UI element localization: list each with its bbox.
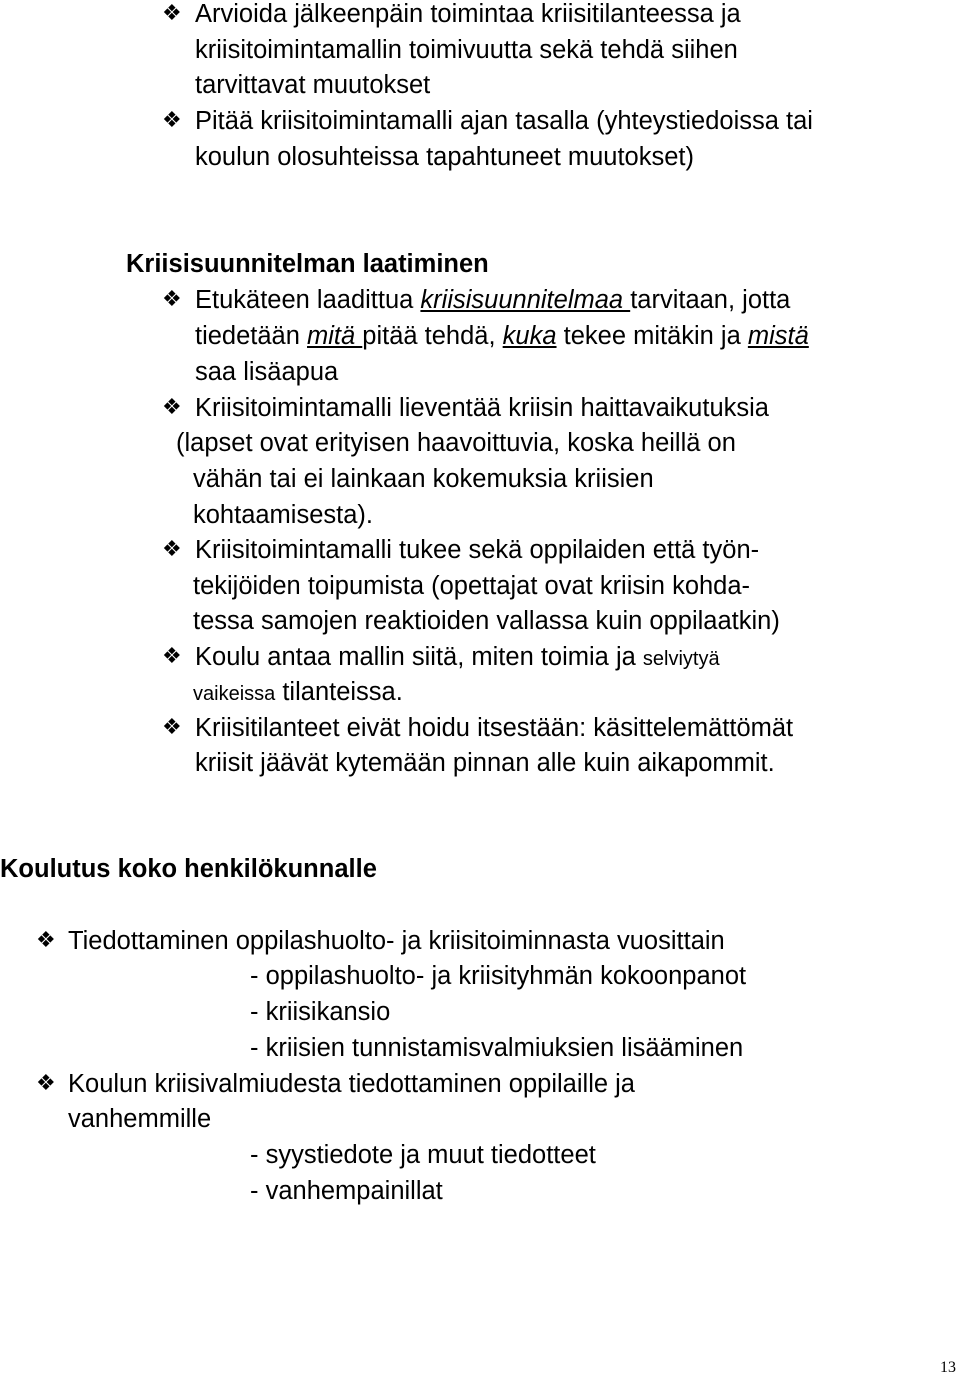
text-line: - vanhempainillat	[250, 1177, 443, 1205]
text-line: Koulu antaa mallin siitä, miten toimia ja selviytyä	[195, 643, 720, 671]
bullet-icon: ❖	[36, 928, 56, 953]
text-line: Kriisitoimintamalli lieventää kriisin haittavaikutuksia	[195, 394, 769, 422]
text-line: vanhemmille	[68, 1105, 212, 1133]
text-line: - kriisikansio	[250, 998, 391, 1026]
section-heading: Koulutus koko henkilökunnalle	[0, 855, 377, 883]
text-line: tiedetään mitä pitää tehdä, kuka tekee mitäkin ja mistä	[195, 322, 809, 350]
text-line: Kriisitoimintamalli tukee sekä oppilaiden että työn-	[195, 536, 760, 564]
text-line: Tiedottaminen oppilashuolto- ja kriisitoiminnasta vuosittain	[68, 927, 725, 955]
text-line: tekijöiden toipumista (opettajat ovat kriisin kohda-	[193, 572, 751, 600]
bullet-icon: ❖	[162, 715, 182, 740]
text-line: Pitää kriisitoimintamalli ajan tasalla (yhteystiedoissa tai	[195, 107, 813, 135]
text-line: (lapset ovat erityisen haavoittuvia, koska heillä on	[176, 429, 736, 457]
text-line: tarvittavat muutokset	[195, 71, 431, 99]
section-heading: Kriisisuunnitelman laatiminen	[126, 250, 489, 278]
text-line: - kriisien tunnistamisvalmiuksien lisääminen	[250, 1034, 744, 1062]
text-line: Koulun kriisivalmiudesta tiedottaminen oppilaille ja	[68, 1070, 635, 1098]
bullet-icon: ❖	[162, 644, 182, 669]
text-line: koulun olosuhteissa tapahtuneet muutokset)	[195, 143, 694, 171]
bullet-icon: ❖	[36, 1071, 56, 1096]
text-line: - syystiedote ja muut tiedotteet	[250, 1141, 596, 1169]
bullet-icon: ❖	[162, 1, 182, 26]
bullet-icon: ❖	[162, 395, 182, 420]
text-line: vaikeissa tilanteissa.	[193, 678, 403, 706]
text-line: vähän tai ei lainkaan kokemuksia kriisien	[193, 465, 654, 493]
text-line: kohtaamisesta).	[193, 501, 373, 529]
text-line: kriisitoimintamallin toimivuutta sekä tehdä siihen	[195, 36, 738, 64]
text-line: kriisit jäävät kytemään pinnan alle kuin aikapommit.	[195, 749, 775, 777]
text-line: Arvioida jälkeenpäin toimintaa kriisitilanteessa ja	[195, 0, 741, 28]
bullet-icon: ❖	[162, 108, 182, 133]
text-line: tessa samojen reaktioiden vallassa kuin oppilaatkin)	[193, 607, 780, 635]
text-line: - oppilashuolto- ja kriisityhmän kokoonpanot	[250, 962, 747, 990]
text-line: saa lisäapua	[195, 358, 339, 386]
bullet-icon: ❖	[162, 287, 182, 312]
page-number: 13	[940, 1359, 956, 1376]
text-line: Etukäteen laadittua kriisisuunnitelmaa tarvitaan, jotta	[195, 286, 791, 314]
bullet-icon: ❖	[162, 537, 182, 562]
text-line: Kriisitilanteet eivät hoidu itsestään: käsittelemättömät	[195, 714, 794, 742]
